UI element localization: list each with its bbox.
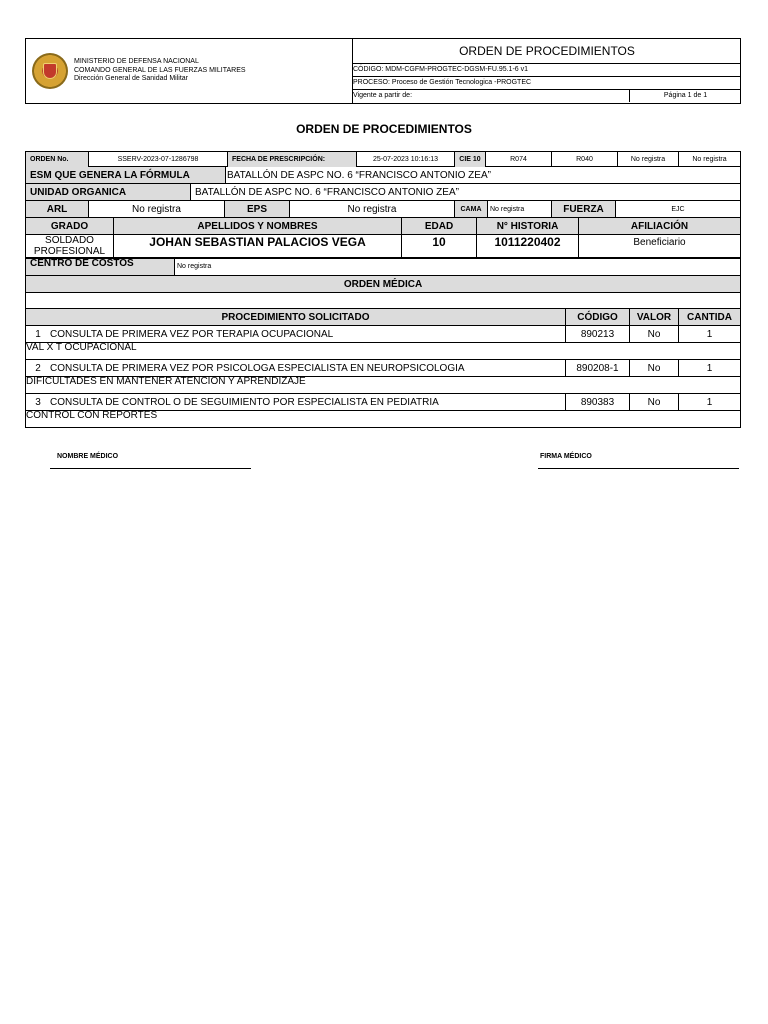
grado-value (26, 235, 114, 257)
firma-medico-line (538, 468, 739, 469)
header-proceso: PROCESO: Proceso de Gestión Tecnologica -PROGTEC (353, 77, 741, 90)
fuerza-label: FUERZA (552, 201, 616, 217)
procedure-note: VAL X T OCUPACIONAL (26, 343, 137, 353)
fecha-value: 25-07-2023 10:16:13 (357, 152, 455, 167)
patient-age: 10 (402, 235, 477, 257)
procedure-description: CONSULTA DE PRIMERA VEZ POR TERAPIA OCUPACIONAL (50, 326, 566, 342)
procedure-code: 890208-1 (566, 360, 630, 376)
grado-line-1: SOLDADO (45, 235, 94, 246)
procedure-note-row (25, 411, 741, 428)
cie-label: CIE 10 (455, 152, 486, 167)
arl-value: No registra (89, 201, 225, 217)
procedure-number: 3 (35, 396, 41, 408)
cie-value-4: No registra (692, 156, 727, 163)
grado-line-2: PROFESIONAL (33, 246, 106, 257)
nombres-header: APELLIDOS Y NOMBRES (114, 218, 402, 234)
orden-label: ORDEN No. (26, 152, 89, 167)
eps-value: No registra (290, 201, 455, 217)
header-pagina: Página 1 de 1 (629, 90, 741, 102)
procedure-description: CONSULTA DE CONTROL O DE SEGUIMIENTO POR ESPECIALISTA EN PEDIATRIA (50, 394, 566, 410)
unidad-row (25, 184, 741, 201)
procedure-description: CONSULTA DE PRIMERA VEZ POR PSICOLOGA ESPECIALISTA EN NEUROPSICOLOGIA (50, 360, 566, 376)
procedure-value: No (630, 360, 679, 376)
procedure-number: 2 (35, 362, 41, 374)
institution-block (26, 39, 353, 103)
shield-icon (43, 63, 57, 79)
valor-header: VALOR (630, 309, 679, 325)
procedure-code: 890383 (566, 394, 630, 410)
procedure-code: 890213 (566, 326, 630, 342)
org-line-3: Dirección General de Sanidad Militar (74, 75, 188, 82)
esm-value: BATALLÓN DE ASPC NO. 6 “FRANCISCO ANTONIO ZEA” (227, 169, 491, 181)
fecha-label: FECHA DE PRESCRIPCIÓN: (228, 152, 357, 167)
edad-header: EDAD (402, 218, 477, 234)
order-row (25, 151, 741, 167)
fuerza-value: EJC (671, 205, 685, 213)
procedimiento-header: PROCEDIMIENTO SOLICITADO (26, 309, 566, 325)
afiliacion-header: AFILIACIÓN (630, 220, 689, 232)
procedure-quantity: 1 (706, 328, 713, 340)
cama-value: No registra (488, 201, 552, 217)
procedure-value: No (630, 326, 679, 342)
procedure-row (25, 360, 741, 377)
cantidad-header: CANTIDA (687, 311, 732, 323)
orden-medica-title: ORDEN MÉDICA (343, 278, 423, 290)
patient-name: JOHAN SEBASTIAN PALACIOS VEGA (114, 235, 402, 257)
codigo-header: CÓDIGO (566, 309, 630, 325)
unidad-value: BATALLÓN DE ASPC NO. 6 “FRANCISCO ANTONIO ZEA” (195, 186, 459, 198)
military-seal-icon (32, 53, 68, 89)
blank-row (25, 293, 741, 309)
cama-label: CAMA (455, 201, 488, 217)
historia-header: N° HISTORIA (477, 218, 579, 234)
document-header (25, 38, 741, 104)
procedure-header-row (25, 309, 741, 326)
costos-row (25, 259, 741, 276)
procedure-number: 1 (35, 328, 41, 340)
grado-header: GRADO (26, 218, 114, 234)
nombre-medico-label: NOMBRE MÉDICO (57, 453, 119, 460)
procedure-note-row (25, 343, 741, 360)
header-vigente: Vigente a partir de: (353, 92, 413, 99)
procedure-note: DIFICULTADES EN MANTENER ATENCION Y APRENDIZAJE (26, 377, 306, 387)
patient-row (25, 235, 741, 259)
header-vigente-row (353, 90, 741, 103)
arl-row (25, 201, 741, 218)
cie-value-3: No registra (618, 152, 679, 167)
arl-label: ARL (26, 201, 89, 217)
orden-medica-row (25, 276, 741, 293)
procedure-row (25, 394, 741, 411)
esm-row (25, 167, 741, 184)
org-line-2: COMANDO GENERAL DE LAS FUERZAS MILITARES (74, 67, 246, 74)
header-codigo: CÓDIGO: MDM-CGFM-PROGTEC-DGSM-FU.95.1-6 v1 (353, 64, 741, 77)
page-title: ORDEN DE PROCEDIMIENTOS (296, 122, 472, 136)
org-line-1: MINISTERIO DE DEFENSA NACIONAL (74, 58, 199, 65)
cie-value-1: R074 (486, 152, 552, 167)
procedure-quantity: 1 (706, 362, 713, 374)
procedure-quantity: 1 (706, 396, 713, 408)
procedure-note: CONTROL CON REPORTES (26, 411, 158, 421)
procedure-row (25, 326, 741, 343)
unidad-label: UNIDAD ORGANICA (26, 184, 191, 200)
firma-medico-label: FIRMA MÉDICO (540, 453, 592, 460)
costos-label: CENTRO DE COSTOS (26, 259, 175, 275)
patient-header-row (25, 218, 741, 235)
patient-affiliation: Beneficiario (633, 236, 686, 248)
orden-value: SSERV-2023-07-1286798 (89, 152, 228, 167)
costos-value: No registra (177, 263, 212, 270)
patient-history-number: 1011220402 (477, 235, 579, 257)
nombre-medico-line (50, 468, 251, 469)
esm-label: ESM QUE GENERA LA FÓRMULA (26, 167, 226, 183)
eps-label: EPS (225, 201, 290, 217)
cie-value-2: R040 (552, 152, 618, 167)
procedure-value: No (630, 394, 679, 410)
procedure-note-row (25, 377, 741, 394)
header-title: ORDEN DE PROCEDIMIENTOS (353, 39, 741, 64)
